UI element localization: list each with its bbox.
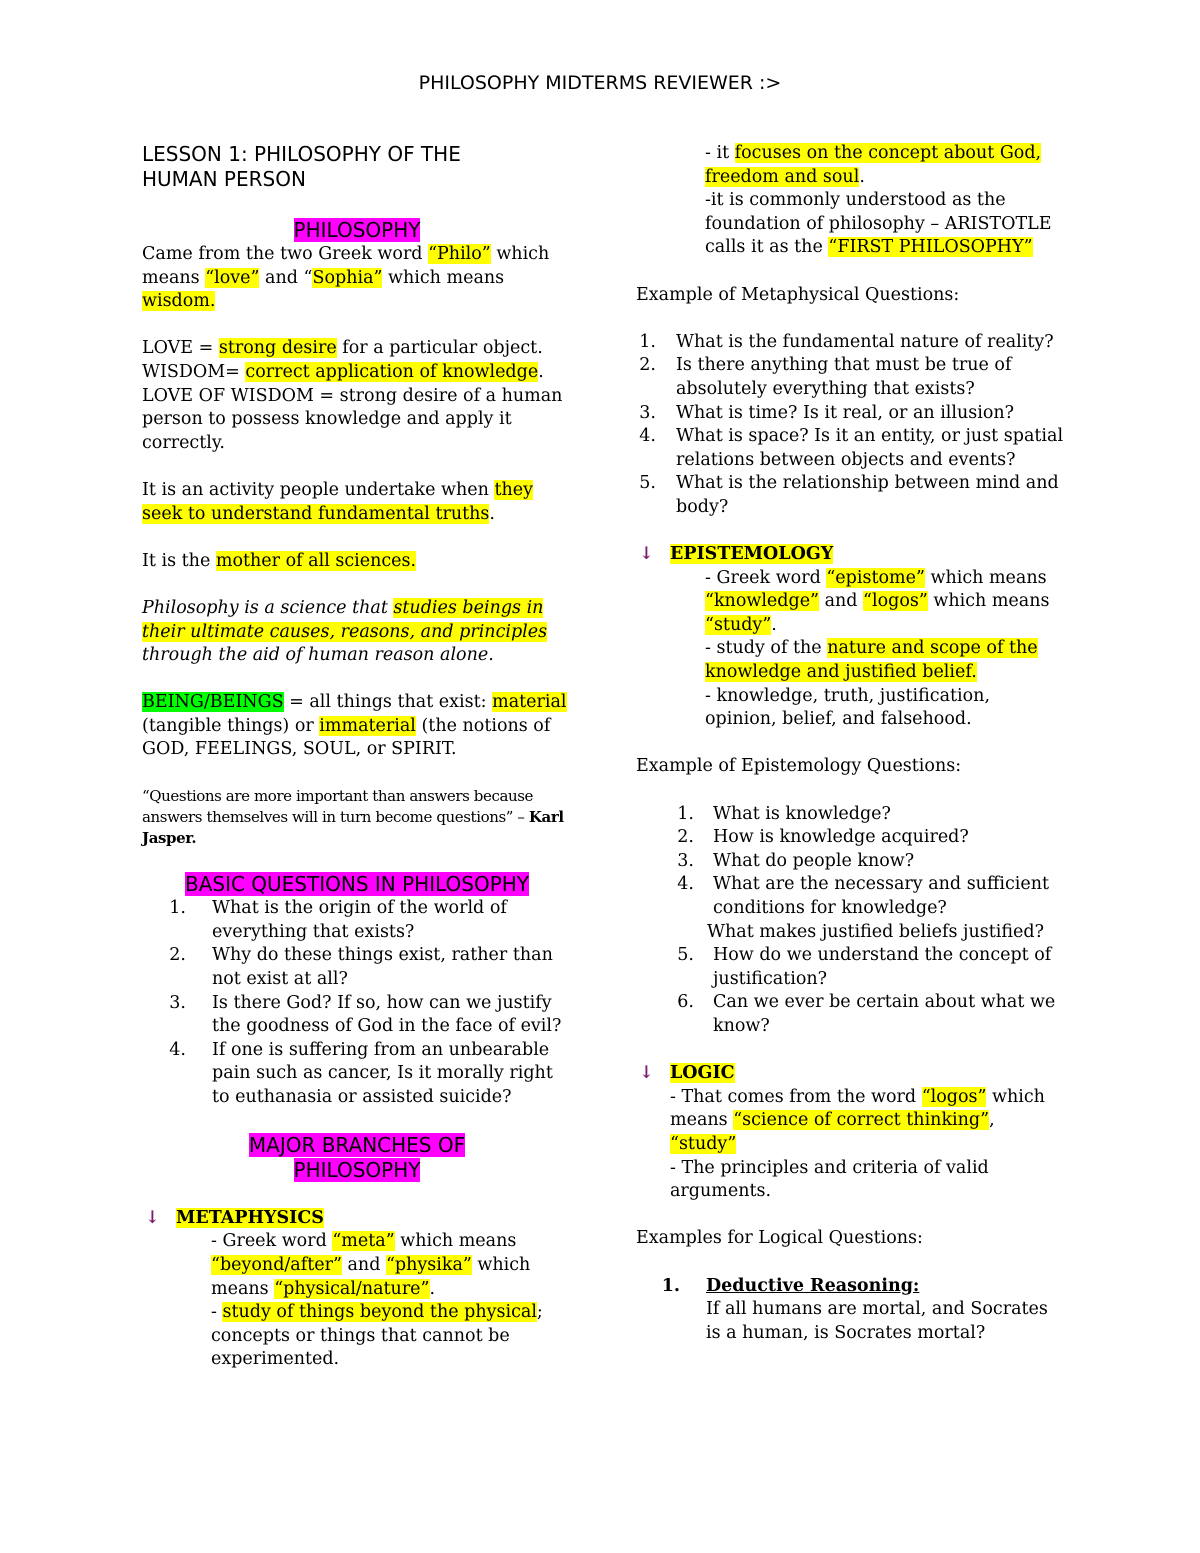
list-item: If all humans are mortal, and Socrates is a human, is Socrates mortal? bbox=[706, 1299, 1048, 1343]
arrow-down-icon: ↓ bbox=[639, 1063, 654, 1084]
document-title: PHILOSOPHY MIDTERMS REVIEWER :> bbox=[418, 72, 782, 94]
epistemology-questions-heading: Example of Epistemology Questions: bbox=[636, 756, 962, 777]
list-item: 4. What are the necessary and sufficient conditions for knowledge? bbox=[677, 874, 1050, 918]
left-column bbox=[142, 142, 572, 1372]
list-item: 3. Is there God? If so, how can we justify the goodness of God in the face of evil? bbox=[169, 992, 562, 1037]
deductive-reasoning-label: Deductive Reasoning: bbox=[706, 1275, 920, 1296]
basic-questions-heading: BASIC QUESTIONS IN PHILOSOPHY bbox=[184, 872, 530, 897]
list-item: 3. What is time? Is it real, or an illusion? bbox=[639, 402, 1015, 423]
quote-author: Karl Jasper. bbox=[142, 807, 564, 847]
epistemology-topics: - knowledge, truth, justification, opinion, belief, and falsehood. bbox=[705, 685, 991, 730]
right-column bbox=[636, 142, 1066, 1345]
major-branches-heading: MAJOR BRANCHES OF PHILOSOPHY bbox=[248, 1133, 466, 1183]
list-item: 1. Deductive Reasoning: bbox=[661, 1275, 920, 1296]
arrow-down-icon: ↓ bbox=[639, 544, 654, 565]
list-item: 2. How is knowledge acquired? bbox=[677, 827, 969, 848]
logic-heading: ↓ LOGIC bbox=[636, 1062, 1066, 1086]
basic-questions-list bbox=[142, 897, 572, 1109]
metaphysics-foundation: -it is commonly understood as the foundation of philosophy – ARISTOTLE calls it as the “FIRST PHILOSOPHY” bbox=[705, 190, 1052, 258]
mother-of-sciences: It is the mother of all sciences. bbox=[142, 550, 417, 571]
list-item: 1. What is the fundamental nature of reality? bbox=[639, 331, 1054, 352]
arrow-down-icon: ↓ bbox=[145, 1207, 160, 1228]
list-item: 1. What is the origin of the world of everything that exists? bbox=[169, 898, 507, 942]
logical-questions-heading: Examples for Logical Questions: bbox=[636, 1228, 923, 1249]
list-item: 6. Can we ever be certain about what we know? bbox=[677, 992, 1056, 1036]
love-definition: LOVE = strong desire for a particular object. bbox=[142, 338, 543, 359]
metaphysics-focus: - it focuses on the concept about God, freedom and soul. bbox=[705, 143, 1042, 187]
list-item: 4. If one is suffering from an unbearable pain such as cancer, Is it morally right to euthanasia or assisted suicide? bbox=[169, 1039, 553, 1107]
list-item: 5. What is the relationship between mind and body? bbox=[639, 473, 1059, 517]
wisdom-definition: WISDOM= correct application of knowledge. bbox=[142, 361, 544, 382]
list-item: 2. Is there anything that must be true of absolutely everything that exists? bbox=[639, 355, 1012, 399]
being-definition: BEING/BEINGS = all things that exist: material (tangible things) or immaterial (the notions of GOD, FEELINGS, SOUL, or SPIRIT. bbox=[142, 692, 567, 760]
epistemology-study: - study of the nature and scope of the knowledge and justified belief. bbox=[705, 638, 1038, 683]
lesson-title: LESSON 1: PHILOSOPHY OF THE HUMAN PERSON bbox=[142, 142, 461, 191]
metaphysics-definition: - Greek word “meta” which means “beyond/after” and “physika” which means “physical/nature”. bbox=[211, 1231, 531, 1299]
activity-text: It is an activity people undertake when they seek to understand fundamental truths. bbox=[142, 479, 533, 524]
list-item: 2. Why do these things exist, rather than not exist at all? bbox=[169, 945, 553, 990]
metaphysics-study: - study of things beyond the physical; concepts or things that cannot be experimented. bbox=[211, 1302, 543, 1370]
metaphysical-questions-list bbox=[636, 331, 1066, 520]
philosophy-heading: PHILOSOPHY bbox=[293, 218, 421, 242]
epistemology-questions-list bbox=[636, 803, 1066, 1039]
logic-principles: - The principles and criteria of valid arguments. bbox=[670, 1157, 989, 1202]
list-item: 1. What is knowledge? bbox=[677, 803, 891, 824]
list-item: 5. How do we understand the concept of justification? bbox=[677, 945, 1052, 989]
quote: “Questions are more important than answers because answers themselves will in turn become questions” – Karl Jasper. bbox=[142, 786, 564, 847]
epistemology-definition: - Greek word “epistome” which means “knowledge” and “logos” which means “study”. bbox=[705, 567, 1050, 635]
list-item: 4. What is space? Is it an entity, or just spatial relations between objects and events? bbox=[639, 426, 1064, 470]
list-item: 3. What do people know? bbox=[677, 850, 915, 871]
science-definition: Philosophy is a science that studies beings in their ultimate causes, reasons, and principles through the aid of human reason alone. bbox=[142, 597, 548, 666]
epistemology-heading: ↓ EPISTEMOLOGY bbox=[636, 543, 1066, 567]
logic-definition: - That comes from the word “logos” which means “science of correct thinking”, “study” bbox=[670, 1086, 1045, 1154]
philosophy-origin: Came from the two Greek word “Philo” which means “love” and “Sophia” which means wisdom. bbox=[142, 244, 550, 312]
list-item: What makes justified beliefs justified? bbox=[707, 921, 1044, 942]
love-of-wisdom-definition: LOVE OF WISDOM = strong desire of a human person to possess knowledge and apply it correctly. bbox=[142, 385, 563, 453]
metaphysics-heading: ↓ METAPHYSICS bbox=[142, 1207, 572, 1231]
metaphysical-questions-heading: Example of Metaphysical Questions: bbox=[636, 284, 960, 305]
logical-questions-list bbox=[636, 1275, 1066, 1346]
